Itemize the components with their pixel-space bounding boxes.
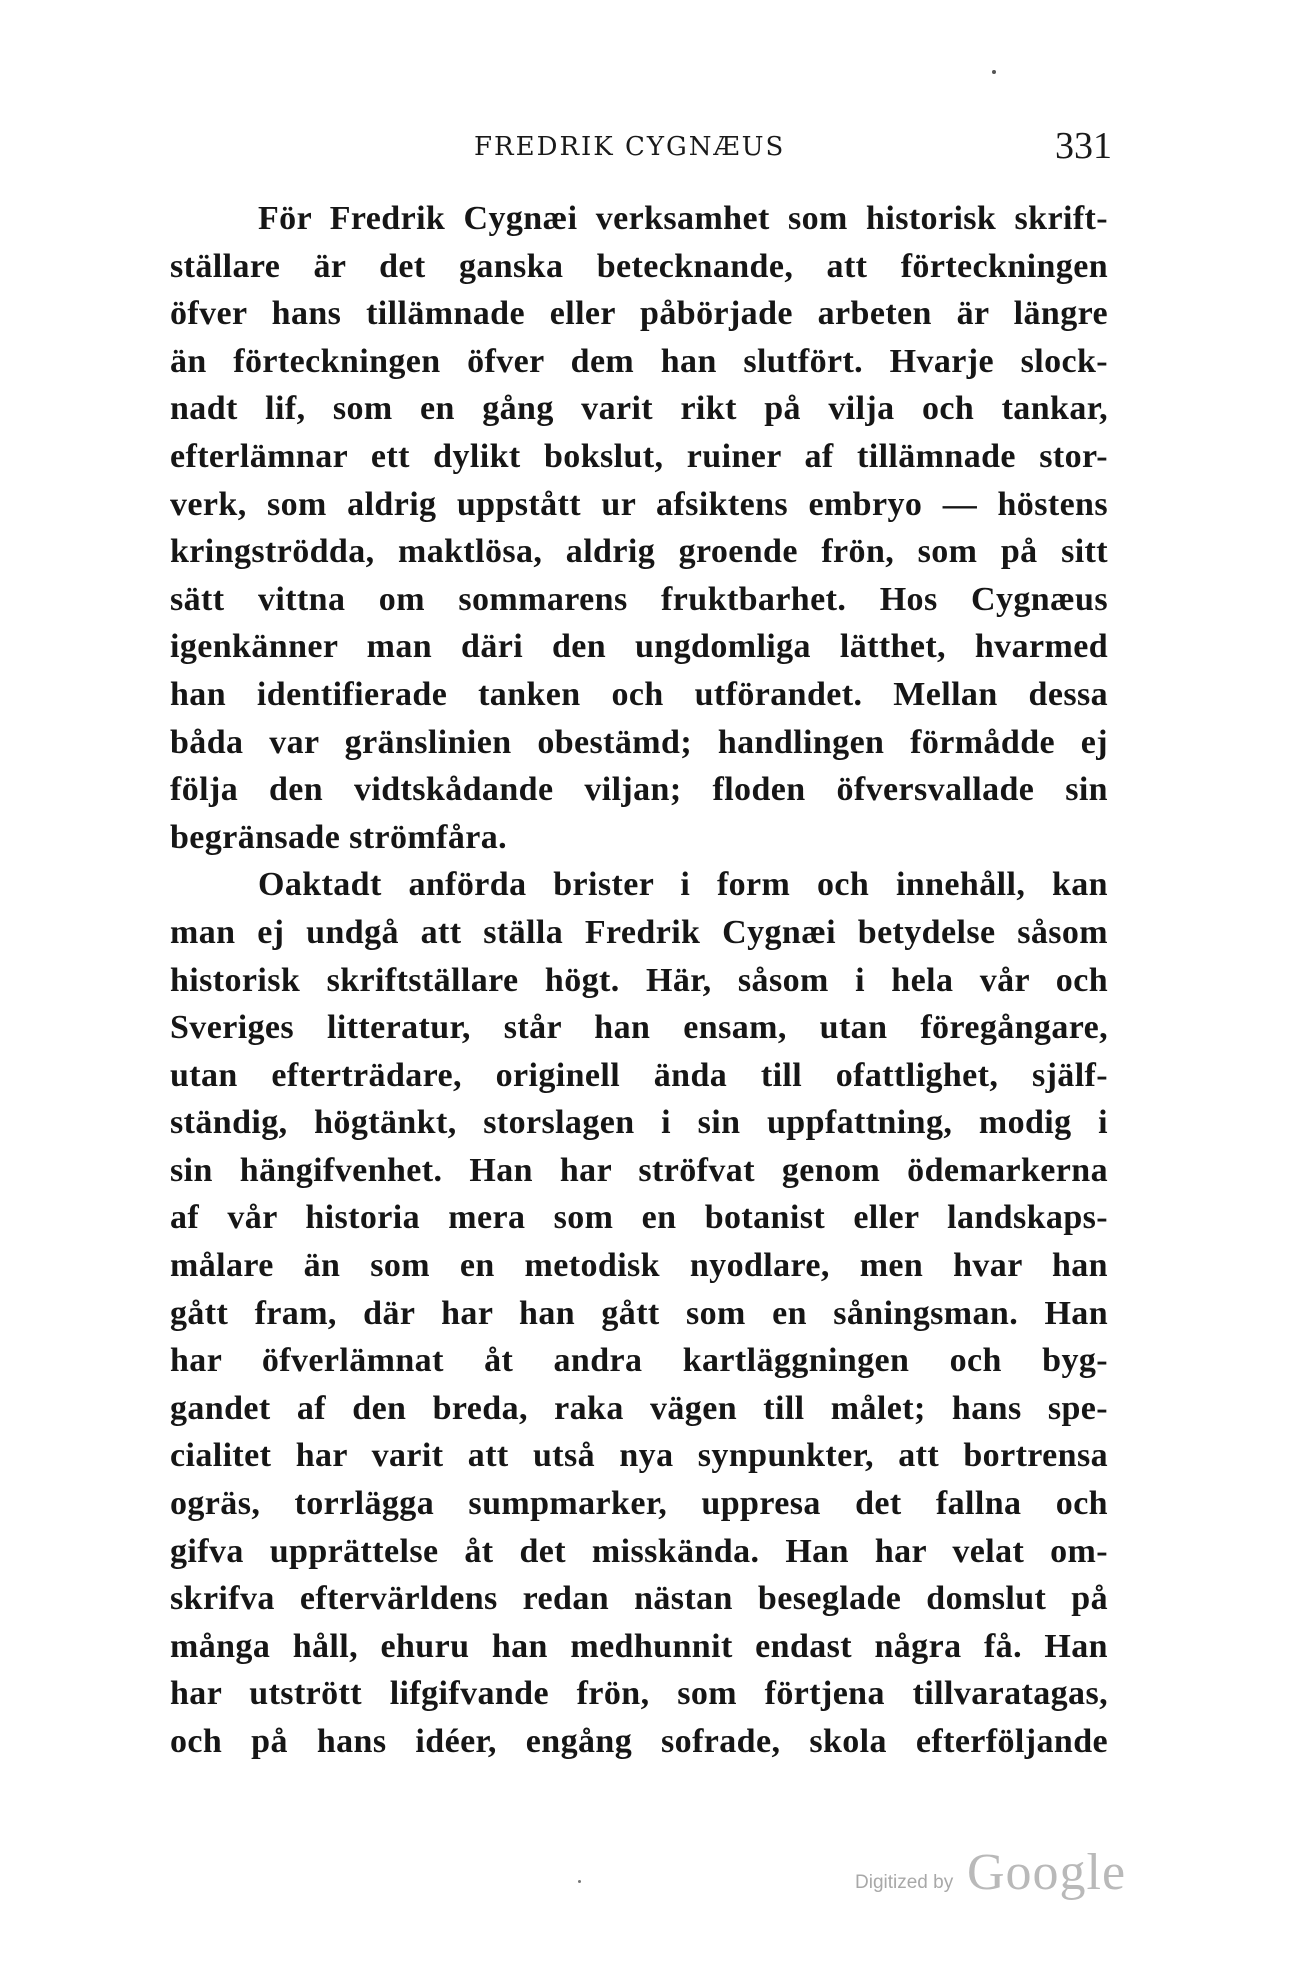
text-line: man ej undgå att ställa Fredrik Cygnæi betydelse såsom [170, 913, 1108, 951]
body-text [170, 195, 1108, 1766]
text-line: gått fram, där har han gått som en såningsman. Han [170, 1294, 1108, 1332]
text-line: cialitet har varit att utså nya synpunkter, att bortrensa [170, 1437, 1108, 1475]
digitized-by-watermark [855, 1842, 1185, 1902]
text-line: många håll, ehuru han medhunnit endast några få. Han [170, 1627, 1108, 1665]
text-line: nadt lif, som en gång varit rikt på vilja och tankar, [170, 390, 1108, 428]
text-line: ogräs, torrlägga sumpmarker, uppresa det fallna och [170, 1485, 1108, 1523]
text-line: Sveriges litteratur, står han ensam, utan föregångare, [170, 1009, 1108, 1047]
text-line: utan efterträdare, originell ända till ofattlighet, själf- [170, 1056, 1108, 1094]
text-line: begränsade strömfåra. [170, 818, 508, 856]
google-logo: Google [967, 1844, 1127, 1901]
text-line: Oaktadt anförda brister i form och innehåll, kan [258, 866, 1108, 904]
page-number: 331 [1055, 125, 1112, 167]
text-line: igenkänner man däri den ungdomliga lätthet, hvarmed [170, 628, 1108, 666]
text-line: han identifierade tanken och utförandet. Mellan dessa [170, 675, 1108, 713]
text-line: ständig, högtänkt, storslagen i sin uppfattning, modig i [170, 1104, 1108, 1142]
scan-speck [578, 1880, 581, 1883]
text-line: har öfverlämnat åt andra kartläggningen och byg- [170, 1342, 1108, 1380]
text-line: öfver hans tillämnade eller påbörjade arbeten är längre [170, 295, 1108, 333]
paragraph [170, 195, 1108, 861]
text-line: sätt vittna om sommarens fruktbarhet. Hos Cygnæus [170, 580, 1108, 618]
text-line: gandet af den breda, raka vägen till målet; hans spe- [170, 1389, 1108, 1427]
text-line: verk, som aldrig uppstått ur afsiktens embryo — höstens [170, 485, 1108, 523]
text-line: gifva upprättelse åt det misskända. Han har velat om- [170, 1532, 1108, 1570]
text-line: af vår historia mera som en botanist eller landskaps- [170, 1199, 1108, 1237]
text-line: skrifva eftervärldens redan nästan beseglade domslut på [170, 1580, 1108, 1618]
running-head [172, 124, 1112, 172]
text-line: kringströdda, maktlösa, aldrig groende frön, som på sitt [170, 533, 1108, 571]
text-line: än förteckningen öfver dem han slutfört. Hvarje slock- [170, 342, 1108, 380]
text-line: efterlämnar ett dylikt bokslut, ruiner af tillämnade stor- [170, 437, 1108, 475]
text-line: sin hängifvenhet. Han har ströfvat genom ödemarkerna [170, 1151, 1108, 1189]
text-line: har utstrött lifgifvande frön, som förtjena tillvaratagas, [170, 1675, 1108, 1713]
digitized-by-label: Digitized by [855, 1872, 954, 1893]
text-line: historisk skriftställare högt. Här, såsom i hela vår och [170, 961, 1108, 999]
text-line: För Fredrik Cygnæi verksamhet som historisk skrift- [258, 200, 1108, 237]
text-line: och på hans idéer, engång sofrade, skola efterföljande [170, 1723, 1108, 1760]
text-line: ställare är det ganska betecknande, att förteckningen [170, 247, 1108, 285]
text-line: båda var gränslinien obestämd; handlingen förmådde ej [170, 723, 1108, 761]
running-title: FREDRIK CYGNÆUS [474, 132, 786, 162]
paragraph [170, 861, 1108, 1765]
scan-speck [992, 70, 996, 74]
text-line: målare än som en metodisk nyodlare, men hvar han [170, 1247, 1108, 1285]
text-line: följa den vidtskådande viljan; floden öfversvallade sin [170, 771, 1108, 809]
